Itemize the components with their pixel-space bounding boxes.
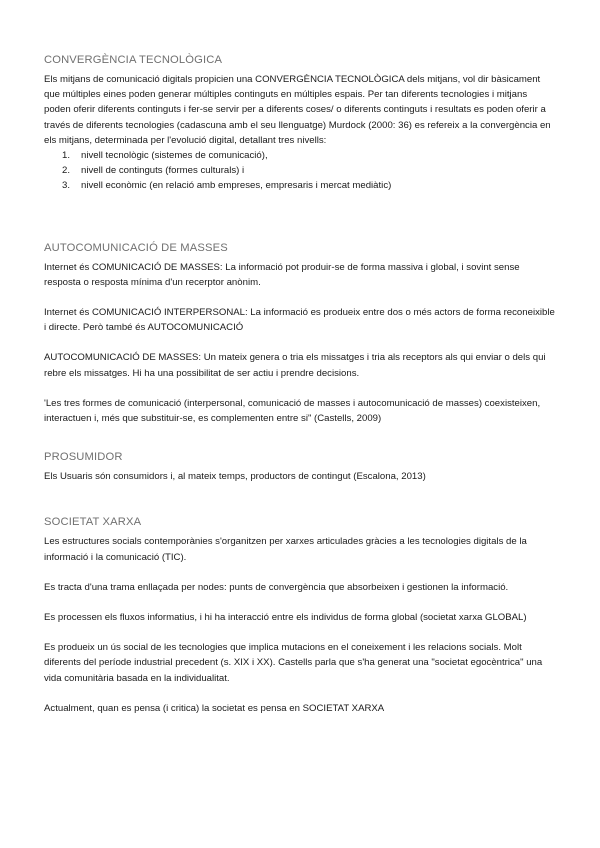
paragraph: Els Usuaris són consumidors i, al mateix temps, productors de contingut (Escalona, 2013) bbox=[44, 471, 426, 483]
section-societat-xarxa bbox=[44, 516, 556, 716]
levels-list bbox=[44, 148, 556, 194]
list-item bbox=[44, 178, 556, 193]
section-heading: CONVERGÈNCIA TECNOLÒGICA bbox=[44, 54, 223, 66]
section-autocomunicacio-de-masses bbox=[44, 242, 556, 427]
paragraph: Es processen els fluxos informatius, i hi ha interacció entre els individus de forma global (societat xarxa GLOBAL) bbox=[44, 612, 527, 624]
list-item-text: nivell econòmic (en relació amb empreses, empresaris i mercat mediàtic) bbox=[81, 180, 392, 192]
section-heading: SOCIETAT XARXA bbox=[44, 516, 142, 529]
paragraph: AUTOCOMUNICACIÓ DE MASSES: Un mateix genera o tria els missatges i tria als receptors als qui enviar o dels qui rebre els missatges. Hi ha una possibilitat de ser actiu i prendre decisions. bbox=[44, 352, 546, 379]
section-convergencia-tecnologica bbox=[44, 54, 556, 194]
paragraph: Es tracta d'una trama enllaçada per nodes: punts de convergència que absorbeixen i gestionen la informació. bbox=[44, 581, 509, 593]
paragraph-spacer bbox=[44, 595, 556, 610]
paragraph: Internet és COMUNICACIÓ INTERPERSONAL: La informació es produeix entre dos o més actors de forma reconeixible i directe. Però també és AUTOCOMUNICACIÓ bbox=[44, 307, 555, 334]
list-item bbox=[44, 163, 556, 178]
paragraph-spacer bbox=[44, 290, 556, 305]
document-page bbox=[44, 54, 556, 716]
list-number: 1. bbox=[62, 150, 71, 162]
paragraph-spacer bbox=[44, 565, 556, 580]
section-spacer bbox=[44, 194, 556, 242]
paragraph-spacer bbox=[44, 381, 556, 396]
list-number: 3. bbox=[62, 180, 71, 192]
list-number: 2. bbox=[62, 165, 71, 177]
section-heading: PROSUMIDOR bbox=[44, 451, 123, 464]
paragraph-spacer bbox=[44, 335, 556, 350]
section-spacer bbox=[44, 426, 556, 451]
section-spacer bbox=[44, 484, 556, 516]
quote-paragraph: 'Les tres formes de comunicació (interpersonal, comunicació de masses i autocomunicació de masses) coexisteixen, interactuen i, més que substituir-se, es complementen entre si" (Castells, 2009) bbox=[44, 397, 541, 425]
list-item-text: nivell tecnològic (sistemes de comunicació), bbox=[81, 150, 268, 162]
paragraph: Es produeix un ús social de les tecnologies que implica mutacions en el coneixement i les relacions socials. Molt diferents del període industrial precedent (s. XIX i XX). Castells parla que s'ha generat una "societat egocèntrica" una vida comunitària basada en la individualitat. bbox=[44, 642, 543, 684]
paragraph: Actualment, quan es pensa (i critica) la societat es pensa en SOCIETAT XARXA bbox=[44, 702, 385, 714]
paragraph-spacer bbox=[44, 625, 556, 640]
paragraph-spacer bbox=[44, 686, 556, 701]
list-item bbox=[44, 148, 556, 163]
list-item-text: nivell de continguts (formes culturals) i bbox=[81, 165, 245, 177]
section-prosumidor bbox=[44, 451, 556, 484]
paragraph: Internet és COMUNICACIÓ DE MASSES: La informació pot produir-se de forma massiva i global, i sovint sense resposta o resposta mínima d'un recerptor anònim. bbox=[44, 261, 520, 288]
paragraph: Les estructures socials contemporànies s'organitzen per xarxes articulades gràcies a les tecnologies digitals de la informació i la comunicació (TIC). bbox=[44, 536, 527, 563]
section-heading: AUTOCOMUNICACIÓ DE MASSES bbox=[44, 241, 228, 254]
paragraph: Els mitjans de comunicació digitals propicien una CONVERGÈNCIA TECNOLÒGICA dels mitjans, vol dir bàsicament que múltiples eines poden generar múltiples continguts en múltiples espais. Per tan diferents tecnologies i mitjans poden oferir diferents continguts i fer-se servir per a diferents coses/ o diferents continguts i resultats es poden oferir a través de diferents tecnologies (cadascuna amb el seu llenguatge) Murdock (2000: 36) es refereix a la convergència en els mitjans, determinada per l'evolució digital, detallant tres nivells: bbox=[44, 74, 551, 146]
